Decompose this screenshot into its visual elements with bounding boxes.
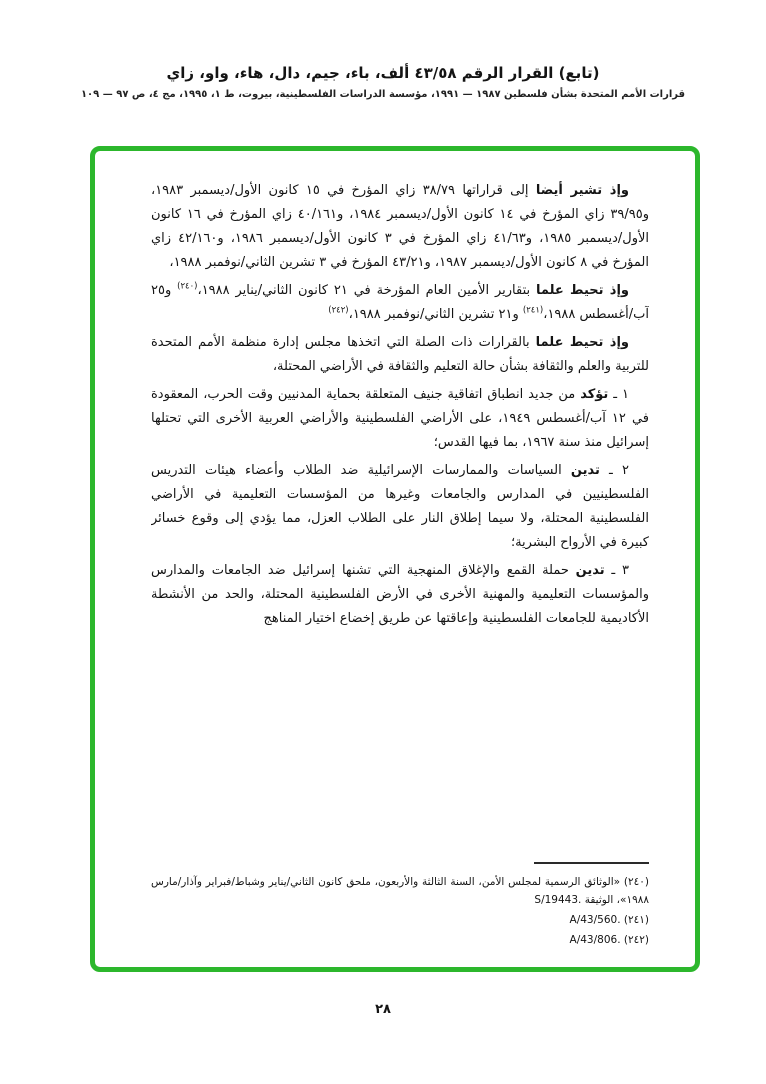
footnote-text: (٢٤٠) «الوثائق الرسمية لمجلس الأمن، السنة الثالثة والأربعون، ملحق كانون الثاني/يناير وشباط/فبراير وآذار/مارس ١٩٨٨»، الوثيقة [151,876,649,906]
footnote-separator [534,862,649,864]
paragraph-text: بتقارير الأمين العام المؤرخة في ٢١ كانون الثاني/يناير ١٩٨٨، [197,283,536,298]
footnote-text: (٢٤٢) [620,934,649,946]
paragraph-number: ١ ـ [608,387,629,402]
footnote-ref-241: (٢٤١) [522,305,544,316]
paragraph-recalling-resolutions [151,179,649,275]
resolution-title: (تابع) القرار الرقم ٤٣/٥٨ ألف، باء، جيم، دال، هاء، واو، زاي [166,64,600,82]
paragraph-lead: وإذ تشير أيضا [535,183,630,198]
paragraph-text: إلى قراراتها ٣٨/٧٩ زاي المؤرخ في ١٥ كانون الأول/ديسمبر ١٩٨٣، و٣٩/٩٥ زاي المؤرخ في ١٤ كانون الأول/ديسمبر ١٩٨٤، و٤٠/١٦١ زاي المؤرخ في ١٦ كانون الأول/ديسمبر ١٩٨٥، و٤١/٦٣ زاي المؤرخ في ٣ كانون الأول/ديسمبر ١٩٨٦، و٤٢/١٦٠ زاي المؤرخ في ٨ كانون الأول/ديسمبر ١٩٨٧، و٤٣/٢١ المؤرخ في ٣ تشرين الثاني/نوفمبر ١٩٨٨، [151,183,649,270]
paragraph-text: السياسات والممارسات الإسرائيلية ضد الطلاب وأعضاء هيئات التدريس الفلسطينيين في المدارس والجامعات وغيرها من المؤسسات التعليمية في الأراضي الفلسطينية المحتلة، ولا سيما إطلاق النار على الطلاب العزل، مما يؤدي إلى وقوع خسائر كبيرة في الأرواح البشرية؛ [151,463,649,550]
footnote-doc-symbol: A/43/560. [569,914,621,926]
paragraph-lead: وإذ تحيط علما [535,335,629,350]
operative-paragraph-1 [151,383,649,455]
page-number: ٢٨ [375,1002,391,1017]
resolution-body [151,179,649,845]
paragraph-text: و٢٥ آب/أغسطس ١٩٨٨، [151,283,649,322]
footnote-doc-symbol: S/19443. [534,894,582,906]
paragraph-lead: تدين [575,563,605,578]
paragraph-text: و٢١ تشرين الثاني/نوفمبر ١٩٨٨، [348,307,523,322]
content-border-box [90,146,700,972]
paragraph-lead: وإذ تحيط علما [536,283,629,298]
page-header [0,64,766,100]
footnote-241 [151,911,649,929]
paragraph-lead: تدين [570,463,600,478]
operative-paragraph-2 [151,459,649,555]
paragraph-text: حملة القمع والإغلاق المنهجية التي تشنها إسرائيل ضد الجامعات والمدارس والمؤسسات التعليمية والمهنية الأخرى في الأرض الفلسطينية المحتلة، والحد من الأنشطة الأكاديمية للجامعات الفلسطينية وإعاقتها عن طريق إخضاع اختيار المناهج [151,563,649,626]
footnote-ref-242: (٢٤٢) [328,305,349,316]
paragraph-text: من جديد انطباق اتفاقية جنيف المتعلقة بحماية المدنيين وقت الحرب، المعقودة في ١٢ آب/أغسطس ١٩٤٩، على الأراضي الفلسطينية والأراضي العربية الأخرى التي تحتلها إسرائيل منذ سنة ١٩٦٧، بما فيها القدس؛ [151,387,649,450]
operative-paragraph-3 [151,559,649,631]
paragraph-text: بالقرارات ذات الصلة التي اتخذها مجلس إدارة منظمة الأمم المتحدة للتربية والعلم والثقافة بشأن حالة التعليم والثقافة في الأراضي المحتلة، [151,335,649,374]
paragraph-number: ٢ ـ [599,463,629,478]
paragraph-number: ٣ ـ [604,563,630,578]
paragraph-taking-note-reports [151,279,649,327]
source-citation: قرارات الأمم المتحدة بشأن فلسطين ١٩٨٧ — ١٩٩١، مؤسسة الدراسات الفلسطينية، بيروت، ط ١، ١٩٩٥، مج ٤، ص ٩٧ — ١٠٩ [80,89,686,100]
footnote-doc-symbol: A/43/806. [569,934,621,946]
paragraph-lead: تؤكد [580,387,609,402]
footnote-ref-240: (٢٤٠) [177,281,198,292]
footnote-240 [151,873,649,909]
footnote-242 [151,931,649,949]
footnotes-section [151,862,649,951]
footnote-text: (٢٤١) [620,914,649,926]
paragraph-taking-note-unesco [151,331,649,379]
